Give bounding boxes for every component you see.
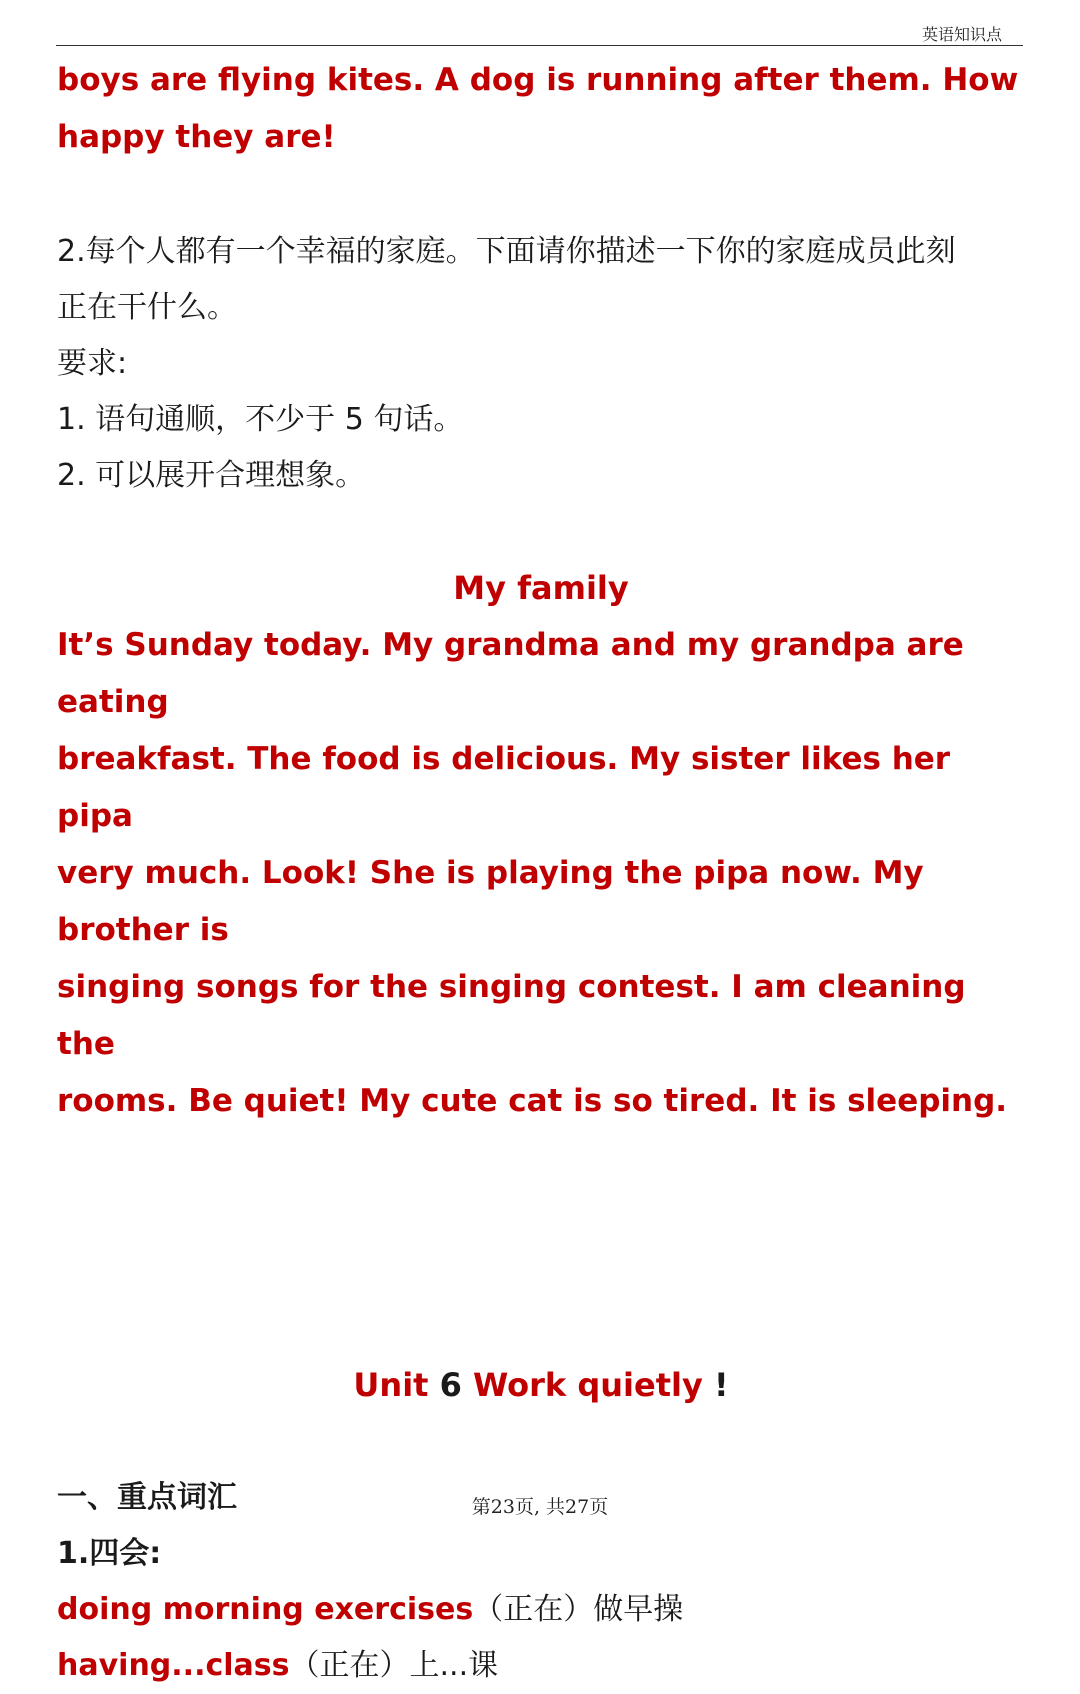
vocab-english: doing morning exercises [57,1592,474,1627]
essay-line: very much. Look! She is playing the pipa now. My brother is [57,855,924,948]
unit-exclamation: ! [713,1366,729,1404]
requirements-label: 要求: [57,346,128,381]
passage-continuation [57,52,1025,166]
header-divider [56,45,1023,46]
vocab-item [57,1638,1025,1694]
page-number: 第23页, 共27页 [471,1496,609,1518]
vocab-chinese: （正在）做早操 [473,1592,684,1627]
task-prompt-line: 2.每个人都有一个幸福的家庭。下面请你描述一下你的家庭成员此刻 [57,234,956,269]
unit-number: 6 [439,1366,462,1404]
essay-line: singing songs for the singing contest. I am cleaning the [57,969,966,1062]
vocab-item [57,1582,1025,1638]
essay-line: rooms. Be quiet! My cute cat is so tired. It is sleeping. [57,1083,1008,1119]
unit-title [57,1357,1025,1414]
vocab-chinese: （正在）上...课 [289,1648,499,1683]
essay-line: It’s Sunday today. My grandma and my grandpa are eating [57,627,964,720]
essay-line: breakfast. The food is delicious. My sister likes her pipa [57,741,951,834]
header-label: 英语知识点 [921,25,1002,44]
task-prompt-line: 正在干什么。 [57,290,237,325]
section-heading: 一、重点词汇 [57,1480,237,1515]
unit-prefix: Unit [353,1366,440,1404]
unit-name: Work quietly [461,1366,714,1404]
model-essay [57,560,1025,1130]
writing-task-2 [57,224,1025,504]
passage-line: boys are flying kites. A dog is running after them. How [57,62,1019,98]
section-subheading: 1.四会: [57,1536,162,1571]
requirement-item: 1. 语句通顺，不少于 5 句话。 [57,402,464,437]
passage-line: happy they are! [57,119,336,155]
essay-title: My family [453,569,629,607]
requirement-item: 2. 可以展开合理想象。 [57,458,366,493]
page-content [57,52,1025,1694]
vocab-english: having...class [57,1648,290,1683]
